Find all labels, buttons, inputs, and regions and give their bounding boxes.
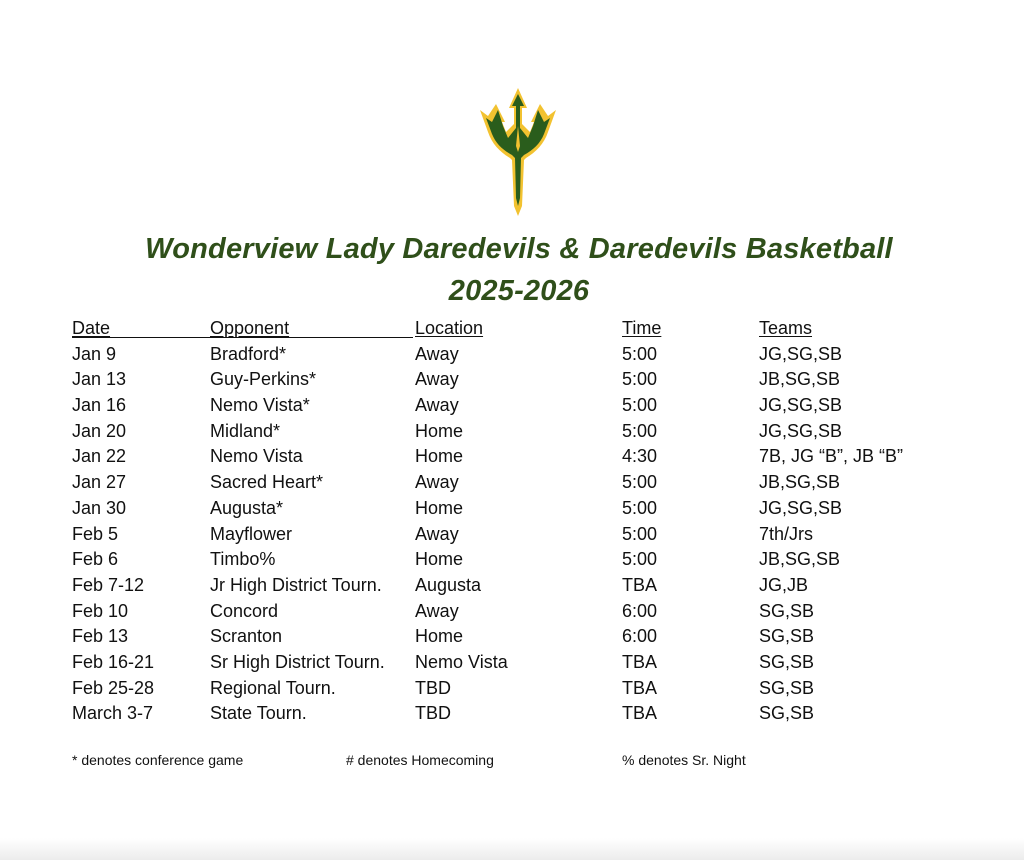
game-opponent: Nemo Vista*	[210, 395, 310, 416]
header-time: Time	[622, 318, 662, 338]
schedule-table	[72, 316, 952, 727]
game-opponent: Jr High District Tourn.	[210, 574, 382, 595]
game-time: TBA	[622, 574, 658, 595]
game-teams: 7B, JG “B”, JB “B”	[759, 446, 904, 467]
table-header-row	[72, 316, 952, 342]
game-teams: SG,SB	[759, 677, 815, 698]
game-date: Feb 5	[72, 523, 119, 544]
game-date: Jan 9	[72, 343, 117, 364]
game-date: Jan 20	[72, 420, 127, 441]
game-opponent: Guy-Perkins*	[210, 369, 317, 390]
page-bottom-shade	[0, 838, 1024, 860]
game-teams: JG,SG,SB	[759, 497, 843, 518]
game-location: Home	[415, 446, 464, 467]
game-date: Feb 13	[72, 626, 129, 647]
table-row	[72, 547, 952, 573]
game-location: Away	[415, 472, 459, 493]
table-row	[72, 342, 952, 368]
game-opponent: Mayflower	[210, 523, 293, 544]
game-opponent: State Tourn.	[210, 703, 307, 724]
game-teams: SG,SB	[759, 651, 815, 672]
footnote-senior-night: % denotes Sr. Night	[622, 752, 746, 768]
game-time: 6:00	[622, 600, 658, 621]
game-time: 5:00	[622, 369, 658, 390]
game-location: Away	[415, 523, 459, 544]
header-opponent: Opponent	[210, 318, 290, 338]
game-time: TBA	[622, 677, 658, 698]
table-row	[72, 419, 952, 445]
game-opponent: Timbo%	[210, 549, 276, 570]
game-time: 6:00	[622, 626, 658, 647]
game-teams: JB,SG,SB	[759, 369, 841, 390]
game-opponent: Scranton	[210, 626, 283, 647]
game-opponent: Midland*	[210, 420, 281, 441]
game-teams: JG,SG,SB	[759, 395, 843, 416]
game-time: 5:00	[622, 395, 658, 416]
table-row	[72, 599, 952, 625]
game-date: Jan 13	[72, 369, 127, 390]
footnote-homecoming: # denotes Homecoming	[346, 752, 494, 768]
game-teams: SG,SB	[759, 703, 815, 724]
game-date: Jan 22	[72, 446, 127, 467]
game-location: Nemo Vista	[415, 651, 508, 672]
table-row	[72, 701, 952, 727]
game-location: Away	[415, 600, 459, 621]
trident-icon	[478, 86, 558, 218]
header-date: Date	[72, 318, 111, 338]
header-location: Location	[415, 318, 484, 338]
table-row	[72, 650, 952, 676]
schedule-title: Wonderview Lady Daredevils & Daredevils Basketball	[145, 233, 893, 265]
table-row	[72, 624, 952, 650]
game-location: Augusta	[415, 574, 482, 595]
game-location: TBD	[415, 703, 451, 724]
footnote-conference: * denotes conference game	[72, 752, 244, 768]
game-location: Home	[415, 549, 464, 570]
game-time: 5:00	[622, 420, 658, 441]
game-date: March 3-7	[72, 703, 154, 724]
game-location: Away	[415, 395, 459, 416]
table-row	[72, 393, 952, 419]
game-time: TBA	[622, 651, 658, 672]
game-location: TBD	[415, 677, 451, 698]
game-location: Home	[415, 626, 464, 647]
game-teams: 7th/Jrs	[759, 523, 814, 544]
game-teams: JB,SG,SB	[759, 472, 841, 493]
game-opponent: Regional Tourn.	[210, 677, 336, 698]
game-opponent: Concord	[210, 600, 279, 621]
game-teams: JG,JB	[759, 574, 809, 595]
season-year: 2025-2026	[448, 275, 590, 307]
game-date: Feb 10	[72, 600, 129, 621]
game-location: Home	[415, 497, 464, 518]
game-date: Feb 6	[72, 549, 119, 570]
game-time: TBA	[622, 703, 658, 724]
game-time: 4:30	[622, 446, 658, 467]
game-date: Jan 27	[72, 472, 127, 493]
game-time: 5:00	[622, 549, 658, 570]
game-opponent: Sacred Heart*	[210, 472, 324, 493]
game-time: 5:00	[622, 472, 658, 493]
game-date: Feb 7-12	[72, 574, 145, 595]
game-date: Jan 30	[72, 497, 127, 518]
table-row	[72, 470, 952, 496]
table-row	[72, 676, 952, 702]
table-row	[72, 522, 952, 548]
game-teams: SG,SB	[759, 600, 815, 621]
game-location: Home	[415, 420, 464, 441]
game-time: 5:00	[622, 497, 658, 518]
game-date: Feb 16-21	[72, 651, 155, 672]
game-teams: JG,SG,SB	[759, 343, 843, 364]
header-teams: Teams	[759, 318, 813, 338]
game-time: 5:00	[622, 343, 658, 364]
game-teams: JB,SG,SB	[759, 549, 841, 570]
game-date: Feb 25-28	[72, 677, 155, 698]
table-row	[72, 444, 952, 470]
game-location: Away	[415, 343, 459, 364]
game-opponent: Bradford*	[210, 343, 287, 364]
game-date: Jan 16	[72, 395, 127, 416]
game-teams: JG,SG,SB	[759, 420, 843, 441]
table-row	[72, 573, 952, 599]
game-opponent: Augusta*	[210, 497, 284, 518]
table-row	[72, 367, 952, 393]
game-time: 5:00	[622, 523, 658, 544]
game-opponent: Nemo Vista	[210, 446, 303, 467]
table-row	[72, 496, 952, 522]
game-location: Away	[415, 369, 459, 390]
game-teams: SG,SB	[759, 626, 815, 647]
game-opponent: Sr High District Tourn.	[210, 651, 385, 672]
